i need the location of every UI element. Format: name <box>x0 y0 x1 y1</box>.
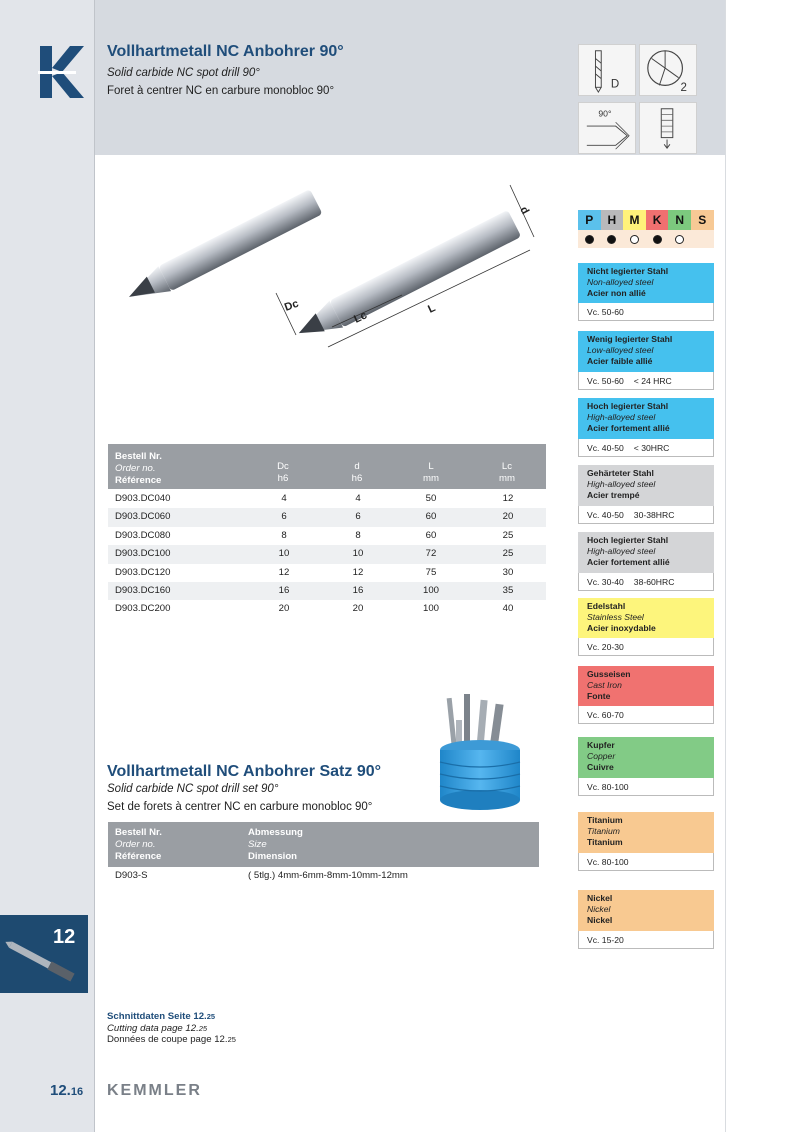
material-card-header <box>578 532 714 573</box>
set-size: ( 5tlg.) 4mm-6mm-8mm-10mm-12mm <box>248 870 408 881</box>
dc-cell: 12 <box>278 566 290 578</box>
l-cell: 50 <box>425 493 437 504</box>
cutting-data-en: Cutting data page 12. <box>107 1022 199 1034</box>
material-name-de: Kupfer <box>587 740 615 750</box>
head-lc: Lc <box>501 461 513 472</box>
material-name-fr: Nickel <box>587 915 613 925</box>
cutting-data-de: Schnittdaten Seite 12. <box>107 1011 207 1022</box>
cutting-speed-value: Vc. 15-20 <box>587 934 624 945</box>
material-card-header <box>578 331 714 372</box>
l-cell: 75 <box>425 566 437 578</box>
material-name-en: Stainless Steel <box>587 612 644 622</box>
cutting-speed <box>578 778 714 796</box>
material-card-header <box>578 666 714 706</box>
cutting-speed <box>578 931 714 949</box>
cutting-data-fr: Données de coupe page 12. <box>107 1034 228 1045</box>
drill-set-image <box>430 690 530 815</box>
material-name-en: Low-alloyed steel <box>587 345 654 355</box>
point-angle-icon <box>578 102 636 154</box>
set-head-size-en: Size <box>248 839 267 850</box>
dc-cell: 6 <box>281 511 287 523</box>
set-head-order-fr: Référence <box>115 851 162 862</box>
cutting-speed-value: Vc. 50-60 <box>587 306 624 317</box>
set-table <box>108 822 539 885</box>
cutting-speed <box>578 439 714 457</box>
cutting-speed <box>578 303 714 321</box>
set-title-fr: Set de forets à centrer NC en carbure monobloc 90° <box>107 801 373 813</box>
set-title-de: Vollhartmetall NC Anbohrer Satz 90° <box>107 763 382 780</box>
material-name-de: Titanium <box>587 815 623 825</box>
lc-cell: 40 <box>502 603 514 615</box>
cutting-data-reference <box>107 1011 236 1046</box>
flute-count-icon <box>639 44 697 96</box>
order-no-cell: D903.DC040 <box>115 493 171 504</box>
material-card <box>578 737 714 796</box>
material-group-m: M <box>623 210 646 230</box>
material-card-header <box>578 737 714 778</box>
table-row <box>108 582 546 600</box>
material-name-de: Wenig legierter Stahl <box>587 334 673 344</box>
material-card-header <box>578 890 714 931</box>
hardness-value: < 24 HRC <box>633 375 672 386</box>
dc-cell: 4 <box>281 493 287 504</box>
filled-dot-icon <box>607 235 616 244</box>
divider-line <box>94 0 95 1132</box>
d-cell: 8 <box>355 529 361 541</box>
kemmler-k-logo-icon <box>38 44 86 100</box>
table-row <box>108 545 546 563</box>
material-name-en: High-alloyed steel <box>587 546 656 556</box>
cutting-speed-value: Vc. 30-40 <box>587 576 624 587</box>
table-row <box>108 527 546 545</box>
lc-cell: 35 <box>502 584 514 596</box>
dc-label: Dc <box>282 297 301 314</box>
cutting-speed <box>578 372 714 390</box>
material-card <box>578 263 714 321</box>
order-no-cell: D903.DC100 <box>115 548 171 560</box>
cutting-speed-value: Vc. 50-60 <box>587 375 624 386</box>
material-card <box>578 398 714 457</box>
cutting-speed <box>578 706 714 724</box>
set-table-header <box>108 822 539 867</box>
cutting-speed-value: Vc. 80-100 <box>587 781 629 792</box>
material-name-de: Gusseisen <box>587 669 631 679</box>
material-name-en: Non-alloyed steel <box>587 277 654 287</box>
d-cell: 20 <box>352 603 364 615</box>
order-no-cell: D903.DC200 <box>115 603 171 615</box>
cutting-speed-value: Vc. 40-50 <box>587 442 624 453</box>
material-card-header <box>578 465 714 506</box>
l-cell: 72 <box>425 548 437 560</box>
hardness-value: 30-38HRC <box>633 509 675 520</box>
cutting-speed <box>578 853 714 871</box>
set-table-row <box>108 867 539 885</box>
set-head-size-fr: Dimension <box>248 851 298 862</box>
material-name-en: Nickel <box>587 904 611 914</box>
material-card <box>578 331 714 390</box>
order-no-cell: D903.DC060 <box>115 511 171 523</box>
material-card <box>578 890 714 949</box>
material-name-de: Edelstahl <box>587 601 626 611</box>
lc-cell: 25 <box>502 548 514 560</box>
filled-dot-icon <box>653 235 662 244</box>
material-name-fr: Fonte <box>587 691 611 701</box>
product-title-fr: Foret à centrer NC en carbure monobloc 90° <box>107 85 335 97</box>
cutting-data-en-page: 25 <box>198 1023 208 1033</box>
head-order-fr: Référence <box>115 475 162 486</box>
chapter-number: 12 <box>53 926 76 948</box>
empty-dot-icon <box>675 235 684 244</box>
head-order-en: Order no. <box>115 463 156 474</box>
cutting-speed-value: Vc. 60-70 <box>587 709 624 720</box>
flutes-label: 2 <box>680 82 687 95</box>
table-row <box>108 508 546 526</box>
page-number-sub: 16 <box>70 1086 84 1098</box>
product-table <box>108 444 546 619</box>
hardness-value: 38-60HRC <box>633 576 675 587</box>
lc-cell: 12 <box>502 493 514 504</box>
head-d: d <box>354 461 360 472</box>
material-group-s: S <box>691 210 714 230</box>
hardness-value: < 30HRC <box>633 442 670 453</box>
lc-cell: 20 <box>502 511 514 523</box>
material-card-header <box>578 598 714 638</box>
product-table-header <box>108 444 546 489</box>
material-name-fr: Acier faible allié <box>587 356 653 366</box>
material-group-k: K <box>646 210 669 230</box>
material-name-fr: Acier fortement allié <box>587 423 670 433</box>
head-dc-unit: h6 <box>277 473 289 484</box>
suitability-cell-s <box>691 230 714 248</box>
order-no-cell: D903.DC120 <box>115 566 171 578</box>
order-no-cell: D903.DC160 <box>115 584 171 596</box>
shank-h6-icon <box>639 102 697 154</box>
material-name-fr: Acier trempé <box>587 490 640 500</box>
cutting-speed-value: Vc. 40-50 <box>587 509 624 520</box>
dc-cell: 20 <box>278 603 290 615</box>
material-card <box>578 532 714 591</box>
material-group-p: P <box>578 210 601 230</box>
material-name-de: Gehärteter Stahl <box>587 468 654 478</box>
dc-cell: 8 <box>281 529 287 541</box>
cutting-speed-value: Vc. 80-100 <box>587 856 629 867</box>
l-cell: 100 <box>422 584 439 596</box>
suitability-cell-m <box>623 230 646 248</box>
d-cell: 4 <box>355 493 361 504</box>
product-title-de: Vollhartmetall NC Anbohrer 90° <box>107 43 344 60</box>
suitability-cell-k <box>646 230 669 248</box>
material-name-de: Hoch legierter Stahl <box>587 535 669 545</box>
angle-label: 90° <box>598 108 612 119</box>
material-group-n: N <box>668 210 691 230</box>
filled-dot-icon <box>585 235 594 244</box>
material-card-header <box>578 812 714 853</box>
material-name-en: High-alloyed steel <box>587 412 656 422</box>
page-number-main: 12. <box>50 1082 71 1099</box>
lc-label: Lc <box>352 309 369 326</box>
head-lc-unit: mm <box>499 473 515 484</box>
material-name-en: High-alloyed steel <box>587 479 656 489</box>
order-no-cell: D903.DC080 <box>115 529 171 541</box>
material-name-fr: Acier fortement allié <box>587 557 670 567</box>
material-card-header <box>578 263 714 303</box>
lc-cell: 25 <box>502 529 514 541</box>
l-cell: 60 <box>425 511 437 523</box>
d-cell: 16 <box>352 584 364 596</box>
head-l-unit: mm <box>423 473 439 484</box>
material-name-de: Nicht legierter Stahl <box>587 266 669 276</box>
drill-length-icon <box>578 44 636 96</box>
table-row <box>108 600 546 618</box>
material-card <box>578 598 714 656</box>
set-head-order-en: Order no. <box>115 839 156 850</box>
cutting-speed <box>578 573 714 591</box>
head-l: L <box>428 461 434 472</box>
material-name-de: Nickel <box>587 893 613 903</box>
set-title-en: Solid carbide NC spot drill set 90° <box>107 783 279 795</box>
product-title-en: Solid carbide NC spot drill 90° <box>107 67 260 79</box>
d-cell: 10 <box>352 548 364 560</box>
brand-name: KEMMLER <box>107 1082 202 1099</box>
set-order-no: D903-S <box>115 870 148 881</box>
material-name-en: Copper <box>587 751 616 761</box>
table-row <box>108 564 546 582</box>
suitability-cell-n <box>668 230 691 248</box>
material-name-fr: Cuivre <box>587 762 614 772</box>
l-label: L <box>426 301 438 316</box>
lc-cell: 30 <box>502 566 514 578</box>
right-column-line <box>725 0 726 1132</box>
head-d-unit: h6 <box>351 473 363 484</box>
material-card <box>578 666 714 724</box>
d-cell: 12 <box>352 566 364 578</box>
cutting-data-de-page: 25 <box>206 1012 216 1021</box>
set-head-size-de: Abmessung <box>248 827 303 838</box>
dc-cell: 16 <box>278 584 290 596</box>
head-dc: Dc <box>277 461 289 472</box>
l-cell: 100 <box>422 603 439 615</box>
d-cell: 6 <box>355 511 361 523</box>
material-name-en: Titanium <box>587 826 620 836</box>
length-label: D <box>610 78 620 91</box>
material-card <box>578 812 714 871</box>
set-head-order-de: Bestell Nr. <box>115 827 162 838</box>
material-name-fr: Titanium <box>587 837 623 847</box>
page-number <box>50 1082 83 1099</box>
cutting-speed <box>578 506 714 524</box>
cutting-speed-value: Vc. 20-30 <box>587 641 624 652</box>
material-name-fr: Acier inoxydable <box>587 623 656 633</box>
table-row <box>108 490 546 508</box>
suitability-cell-p <box>578 230 601 248</box>
material-group-h: H <box>601 210 624 230</box>
cutting-data-fr-page: 25 <box>227 1035 236 1044</box>
dc-cell: 10 <box>278 548 290 560</box>
spot-drill-illustration <box>100 175 560 375</box>
l-cell: 60 <box>425 529 437 541</box>
cutting-speed <box>578 638 714 656</box>
empty-dot-icon <box>630 235 639 244</box>
material-card <box>578 465 714 524</box>
d-label: d <box>517 204 532 217</box>
head-order-de: Bestell Nr. <box>115 451 162 462</box>
material-name-de: Hoch legierter Stahl <box>587 401 669 411</box>
suitability-cell-h <box>601 230 624 248</box>
material-suitability-grid <box>578 210 714 248</box>
material-name-fr: Acier non allié <box>587 288 646 298</box>
material-name-en: Cast Iron <box>587 680 622 690</box>
material-card-header <box>578 398 714 439</box>
